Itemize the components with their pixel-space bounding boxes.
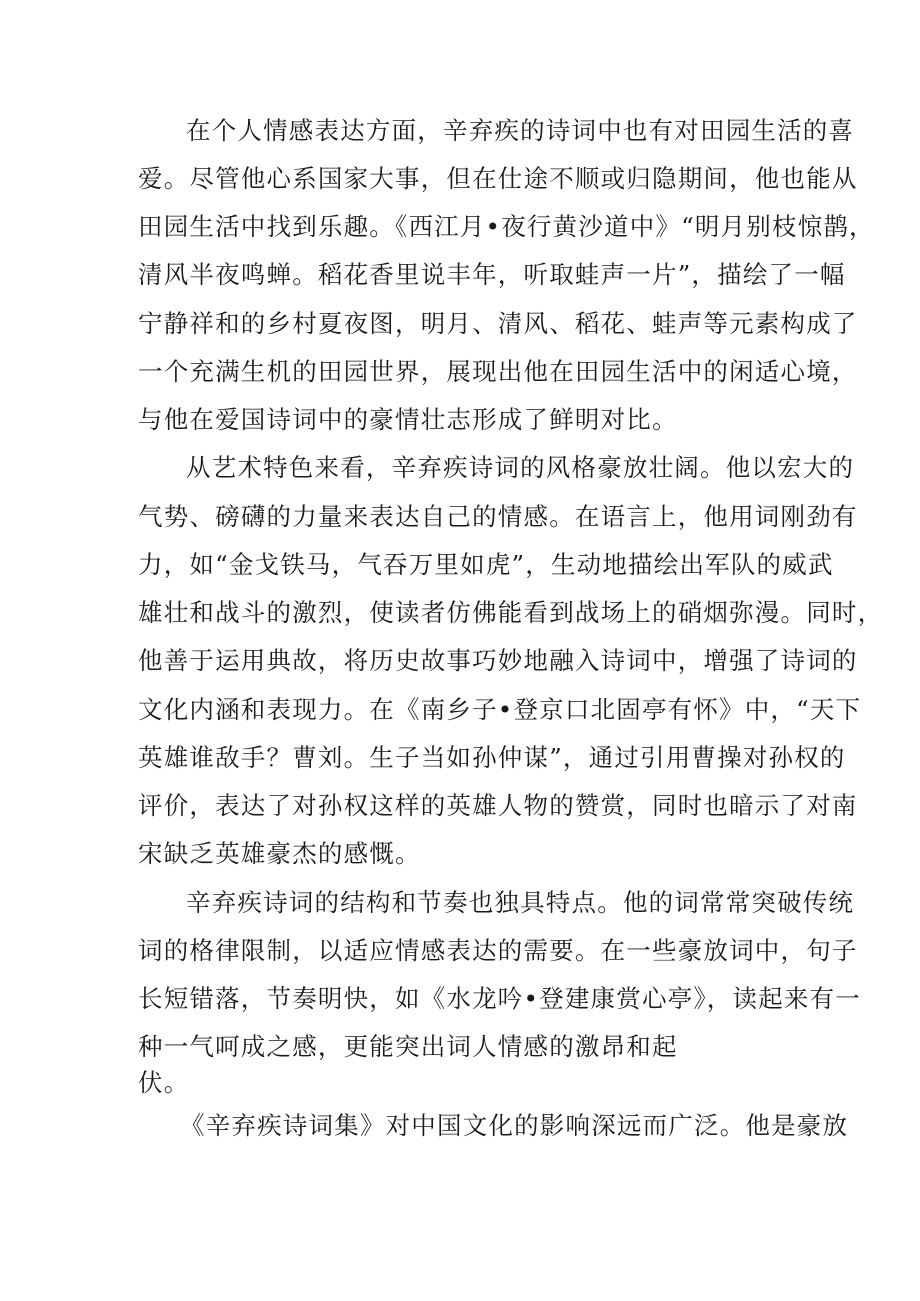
paragraph-2-line-2: 气势、磅礴的力量来表达自己的情感。在语言上，他用词刚劲有 [138,502,858,531]
paragraph-2-line-1: 从艺术特色来看，辛弃疾诗词的风格豪放壮阔。他以宏大的 [186,453,855,482]
paragraph-1-line-1: 在个人情感表达方面，辛弃疾的诗词中也有对田园生活的喜 [186,116,855,145]
paragraph-1-line-3: 田园生活中找到乐趣。《西江月•夜行黄沙道中》“明月别枝惊鹊， [138,212,875,241]
paragraph-3-line-3: 长短错落，节奏明快，如《水龙吟•登建康赏心亭》，读起来有一 [138,984,861,1013]
paragraph-1-line-6: 一个充满生机的田园世界，展现出他在田园生活中的闲适心境， [138,357,858,386]
paragraph-2-line-4: 雄壮和战斗的激烈，使读者仿佛能看到战场上的硝烟弥漫。同时， [138,598,884,627]
paragraph-1-line-5: 宁静祥和的乡村夏夜图，明月、清风、稻花、蛙声等元素构成了 [138,309,858,338]
paragraph-1-line-2: 爱。尽管他心系国家大事，但在仕途不顺或归隐期间，他也能从 [138,164,858,193]
paragraph-3-line-1: 辛弃疾诗词的结构和节奏也独具特点。他的词常常突破传统 [186,888,855,917]
paragraph-4-line-1: 《辛弃疾诗词集》对中国文化的影响深远而广泛。他是豪放 [180,1111,849,1140]
paragraph-2-line-8: 评价，表达了对孙权这样的英雄人物的赞赏，同时也暗示了对南 [138,791,858,820]
paragraph-2-line-9: 宋缺乏英雄豪杰的感慨。 [138,839,421,868]
paragraph-3-line-5: 伏。 [138,1068,190,1097]
paragraph-3-line-2: 词的格律限制，以适应情感表达的需要。在一些豪放词中，句子 [138,936,858,965]
paragraph-2-line-5: 他善于运用典故，将历史故事巧妙地融入诗词中，增强了诗词的 [138,646,858,675]
paragraph-2-line-3: 力，如“金戈铁马，气吞万里如虎”，生动地描绘出军队的威武 [138,550,834,579]
paragraph-2-line-7: 英雄谁敌手？曹刘。生子当如孙仲谋”，通过引用曹操对孙权的 [138,743,846,772]
paragraph-3-line-4: 种一气呵成之感，更能突出词人情感的激昂和起 [138,1032,678,1061]
paragraph-1-line-4: 清风半夜鸣蝉。稻花香里说丰年，听取蛙声一片”，描绘了一幅 [138,260,846,289]
paragraph-2-line-6: 文化内涵和表现力。在《南乡子•登京口北固亭有怀》中，“天下 [138,695,862,724]
paragraph-1-line-7: 与他在爱国诗词中的豪情壮志形成了鲜明对比。 [138,405,678,434]
